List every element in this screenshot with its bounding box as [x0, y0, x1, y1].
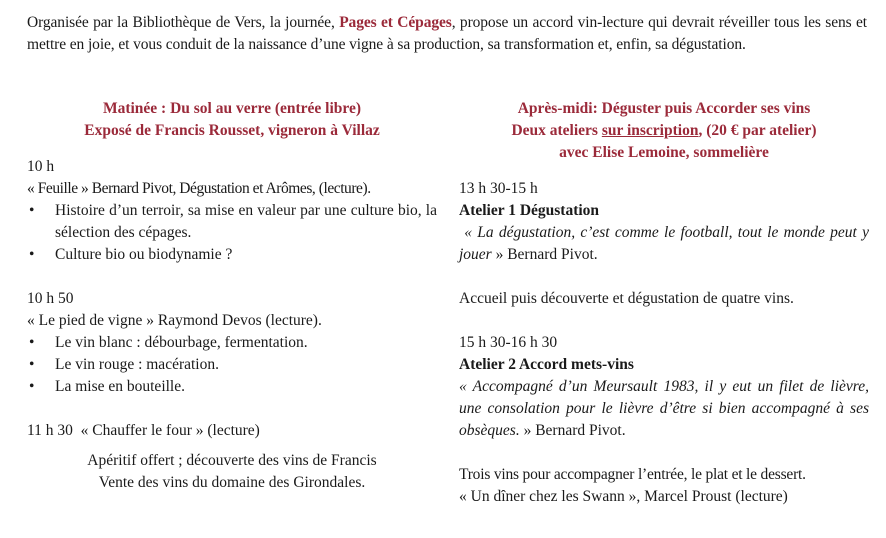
- event-name: Pages et Cépages: [339, 14, 452, 31]
- morning-heading: [27, 98, 437, 142]
- afternoon-title: Après-midi: Déguster puis Accorder ses vins: [517, 100, 811, 117]
- atelier2-quote: « Accompagné d’un Meursault 1983, il y eut un filet de lièvre, une consolation pour le lièvre d’être si bien accompagné à ses obsèques. » Bernard Pivot.: [459, 378, 869, 439]
- afternoon-heading: [459, 98, 869, 164]
- list-item: • Le vin rouge : macération.: [29, 356, 219, 373]
- slot2-title: « Le pied de vigne » Raymond Devos (lecture).: [27, 312, 322, 329]
- slot1-title: « Feuille » Bernard Pivot, Dégustation et Arômes, (lecture).: [27, 180, 371, 197]
- slot1-bullets: [27, 200, 437, 266]
- atelier2-time: 15 h 30-16 h 30: [459, 334, 558, 351]
- atelier2-desc1: Trois vins pour accompagner l’entrée, le plat et le dessert.: [459, 466, 806, 483]
- slot3-text: 11 h 30 « Chauffer le four » (lecture): [27, 422, 260, 439]
- slot1-time: 10 h: [27, 158, 55, 175]
- intro-text-before: Organisée par la Bibliothèque de Vers, la journée,: [27, 14, 340, 31]
- closing-line: Apéritif offert ; découverte des vins de Francis: [87, 452, 377, 469]
- atelier1-title: Atelier 1 Dégustation: [459, 202, 600, 219]
- morning-subtitle: Exposé de Francis Rousset, vigneron à Villaz: [84, 122, 380, 139]
- atelier2-title: Atelier 2 Accord mets-vins: [459, 356, 634, 373]
- list-item: • Le vin blanc : débourbage, fermentation.: [29, 334, 308, 351]
- afternoon-column: [459, 98, 873, 508]
- atelier1-quote: « La dégustation, c’est comme le football, tout le monde peut y jouer » Bernard Pivot.: [459, 224, 873, 263]
- slot2-bullets: [27, 332, 437, 398]
- atelier1-desc: Accueil puis découverte et dégustation de quatre vins.: [459, 290, 794, 307]
- morning-closing: [27, 450, 437, 494]
- registration-link: sur inscription: [601, 122, 699, 139]
- afternoon-subtitle: Deux ateliers sur inscription, (20 € par atelier): [511, 122, 817, 139]
- list-item: • La mise en bouteille.: [29, 378, 185, 395]
- closing-line: Vente des vins du domaine des Girondales.: [98, 474, 366, 491]
- list-item: • Culture bio ou biodynamie ?: [29, 246, 233, 263]
- intro-paragraph: [27, 12, 867, 56]
- intro-text-after: , propose un accord vin-lecture qui devrait réveiller tous les sens et mettre en joie, et vous conduit de la naissance d’une vigne à sa production, sa transformation et, enfin, sa dégustation.: [27, 14, 867, 53]
- atelier1-time: 13 h 30-15 h: [459, 180, 538, 197]
- atelier2-desc2: « Un dîner chez les Swann », Marcel Proust (lecture): [459, 488, 788, 505]
- morning-column: [27, 98, 437, 494]
- list-item: • Histoire d’un terroir, sa mise en valeur par une culture bio, la sélection des cépages.: [29, 202, 437, 241]
- slot2-time: 10 h 50: [27, 290, 74, 307]
- afternoon-with: avec Elise Lemoine, sommelière: [559, 144, 769, 161]
- morning-title: Matinée : Du sol au verre (entrée libre): [102, 100, 362, 117]
